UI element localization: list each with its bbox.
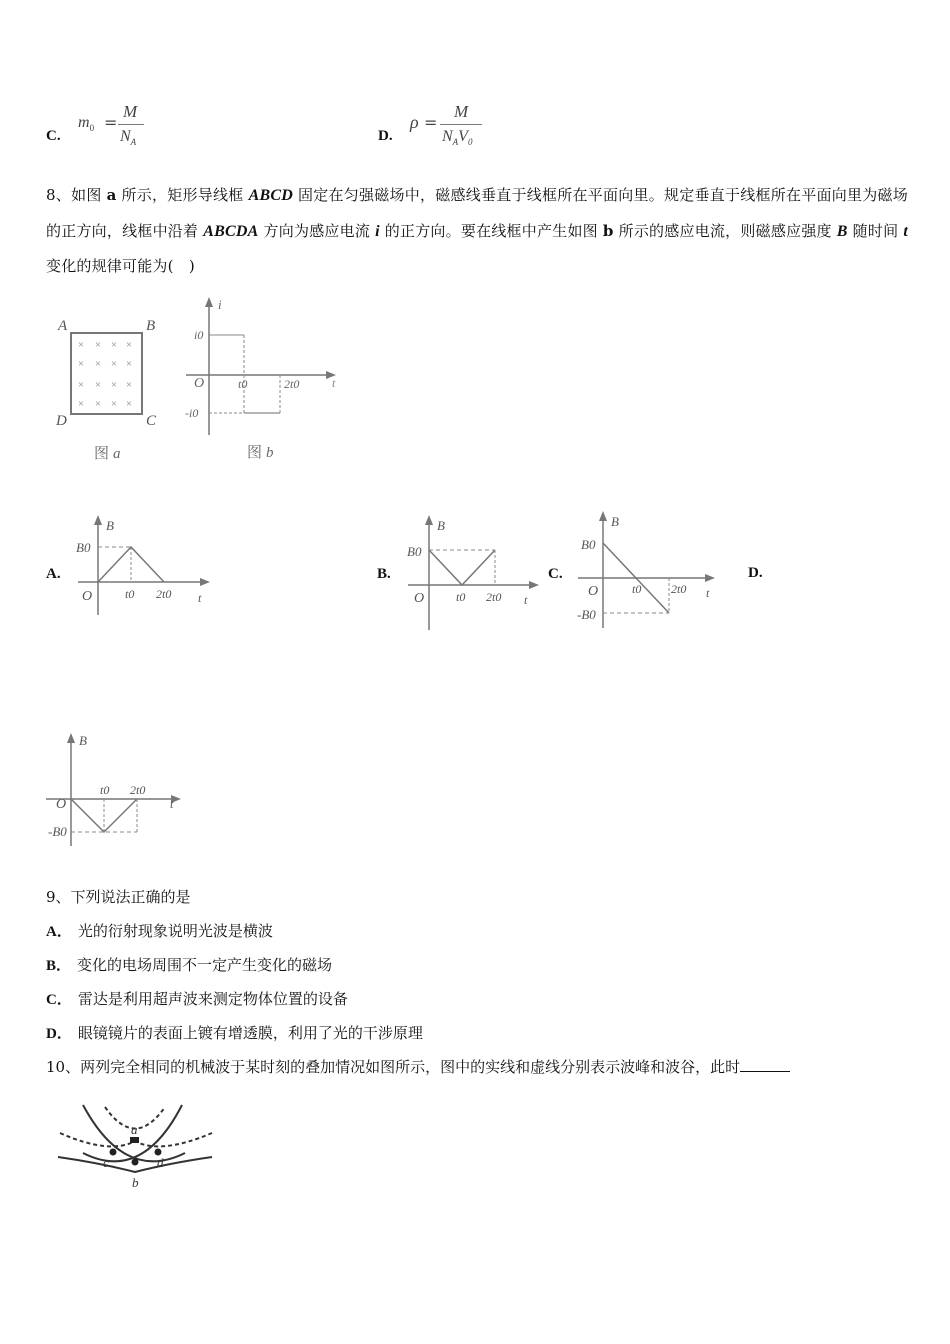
q7-c-num: M: [123, 102, 138, 121]
svg-text:t0: t0: [456, 590, 466, 604]
svg-text:×: ×: [77, 398, 85, 410]
corner-b: B: [146, 318, 156, 334]
svg-text:t0: t0: [125, 587, 135, 601]
figure-a-caption-prefix: 图: [94, 446, 110, 462]
corner-c: C: [146, 413, 157, 429]
svg-text:×: ×: [77, 339, 85, 351]
svg-text:2t0: 2t0: [156, 587, 172, 601]
svg-text:b: b: [132, 1175, 139, 1190]
option-c-graph: [573, 508, 733, 638]
q7-c-fraction-bar: [118, 124, 144, 125]
svg-text:t0: t0: [632, 582, 642, 596]
q8-option-b[interactable]: [377, 510, 547, 635]
svg-text:B: B: [79, 733, 87, 748]
svg-text:d: d: [157, 1155, 164, 1170]
answer-blank[interactable]: [740, 1057, 790, 1072]
svg-text:-i0: -i0: [185, 406, 199, 420]
option-b-graph: [402, 510, 552, 635]
svg-text:×: ×: [110, 398, 118, 410]
svg-text:B0: B0: [76, 540, 91, 555]
svg-text:×: ×: [94, 379, 102, 391]
svg-text:O: O: [82, 589, 93, 604]
q10-stem: 10、两列完全相同的机械波于某时刻的叠加情况如图所示，图中的实线和虚线分别表示波峰和波谷，此时: [46, 1056, 790, 1077]
svg-text:×: ×: [125, 339, 133, 351]
svg-text:-B0: -B0: [577, 607, 596, 622]
svg-text:B: B: [106, 518, 114, 533]
q7-d-num: M: [454, 102, 469, 121]
svg-text:×: ×: [94, 339, 102, 351]
q7-option-c-label: C.: [46, 128, 61, 144]
q8-option-a[interactable]: [46, 510, 226, 620]
svg-text:×: ×: [125, 398, 133, 410]
q7-option-d[interactable]: [378, 100, 578, 160]
svg-text:-B0: -B0: [48, 824, 67, 839]
svg-text:2t0: 2t0: [671, 582, 687, 596]
svg-text:t: t: [524, 593, 528, 607]
svg-text:i: i: [218, 297, 222, 312]
q7-option-c[interactable]: [46, 100, 246, 160]
svg-text:t0: t0: [238, 377, 248, 391]
svg-text:t: t: [198, 591, 202, 605]
svg-text:2t0: 2t0: [284, 377, 300, 391]
point-b-marker: [132, 1159, 139, 1166]
svg-text:O: O: [588, 584, 599, 599]
svg-text:t: t: [170, 797, 174, 811]
svg-text:B: B: [437, 518, 445, 533]
svg-text:×: ×: [77, 379, 85, 391]
q7-d-eq: =: [424, 113, 438, 132]
q7-c-den: $N_A$: [120, 128, 137, 148]
q8-option-c[interactable]: [548, 508, 728, 638]
corner-a: A: [58, 318, 68, 334]
svg-text:×: ×: [110, 358, 118, 370]
svg-text:×: ×: [77, 358, 85, 370]
point-a-marker: [130, 1137, 139, 1143]
svg-text:t: t: [706, 586, 710, 600]
q8-option-b-label: B.: [377, 566, 391, 582]
option-d-graph[interactable]: [44, 728, 194, 848]
svg-text:O: O: [194, 376, 205, 391]
q7-d-lhs: ρ: [410, 112, 419, 132]
q8-option-d-label: D.: [748, 565, 763, 581]
corner-d: D: [56, 413, 67, 429]
svg-text:×: ×: [94, 358, 102, 370]
q9-option-c[interactable]: C． 雷达是利用超声波来测定物体位置的设备: [46, 990, 348, 1008]
svg-text:t: t: [332, 376, 336, 390]
q8-option-a-label: A.: [46, 566, 61, 582]
svg-text:×: ×: [125, 379, 133, 391]
svg-text:t0: t0: [100, 783, 110, 797]
svg-text:c: c: [103, 1155, 109, 1170]
figure-a-caption-letter: a: [113, 446, 121, 462]
svg-text:图: 图: [247, 445, 263, 461]
svg-text:i0: i0: [194, 328, 204, 342]
figure-b-current-graph: [180, 295, 340, 465]
q8-option-c-label: C.: [548, 566, 563, 582]
svg-text:a: a: [131, 1122, 138, 1137]
q10-wave-interference-figure: [50, 1095, 220, 1195]
svg-text:O: O: [414, 591, 425, 606]
svg-text:b: b: [266, 445, 274, 461]
q9-option-b[interactable]: B． 变化的电场周围不一定产生变化的磁场: [46, 956, 333, 974]
q7-d-fraction-bar: [440, 124, 482, 125]
svg-text:2t0: 2t0: [486, 590, 502, 604]
svg-text:×: ×: [125, 358, 133, 370]
figure-a-wire-frame: [50, 310, 170, 465]
q7-option-d-label: D.: [378, 128, 393, 144]
option-a-graph: [68, 510, 218, 620]
svg-text:×: ×: [110, 379, 118, 391]
q7-c-eq: =: [104, 113, 118, 132]
q7-c-lhs: $m_0$: [78, 114, 95, 134]
q9-stem: 9、下列说法正确的是: [46, 888, 191, 906]
svg-text:B: B: [611, 514, 619, 529]
svg-text:O: O: [56, 797, 67, 812]
svg-text:×: ×: [94, 398, 102, 410]
svg-text:B0: B0: [581, 537, 596, 552]
q9-option-d[interactable]: D． 眼镜镜片的表面上镀有增透膜，利用了光的干涉原理: [46, 1024, 423, 1042]
svg-text:2t0: 2t0: [130, 783, 146, 797]
svg-text:×: ×: [110, 339, 118, 351]
q8-stem: 8、如图 a 所示，矩形导线框 ABCD 固定在匀强磁场中，磁感线垂直于线框所在平面向里。规定垂直于线框所在平面向里为磁场的正方向，线框中沿着 ABCDA 方向为感应电流 i 的正方向。要在线框中产生如图 b 所示的感应电流，则磁感应强度 B 随时间 t 变化的规律可能为( ): [46, 186, 908, 275]
q9-option-a[interactable]: A． 光的衍射现象说明光波是横波: [46, 922, 273, 940]
field-cross-marks: [78, 339, 132, 410]
q8-option-d[interactable]: [748, 565, 788, 589]
point-c-marker: [110, 1149, 117, 1156]
svg-text:B0: B0: [407, 544, 422, 559]
q7-d-den: $N_AV_0$: [442, 128, 473, 148]
